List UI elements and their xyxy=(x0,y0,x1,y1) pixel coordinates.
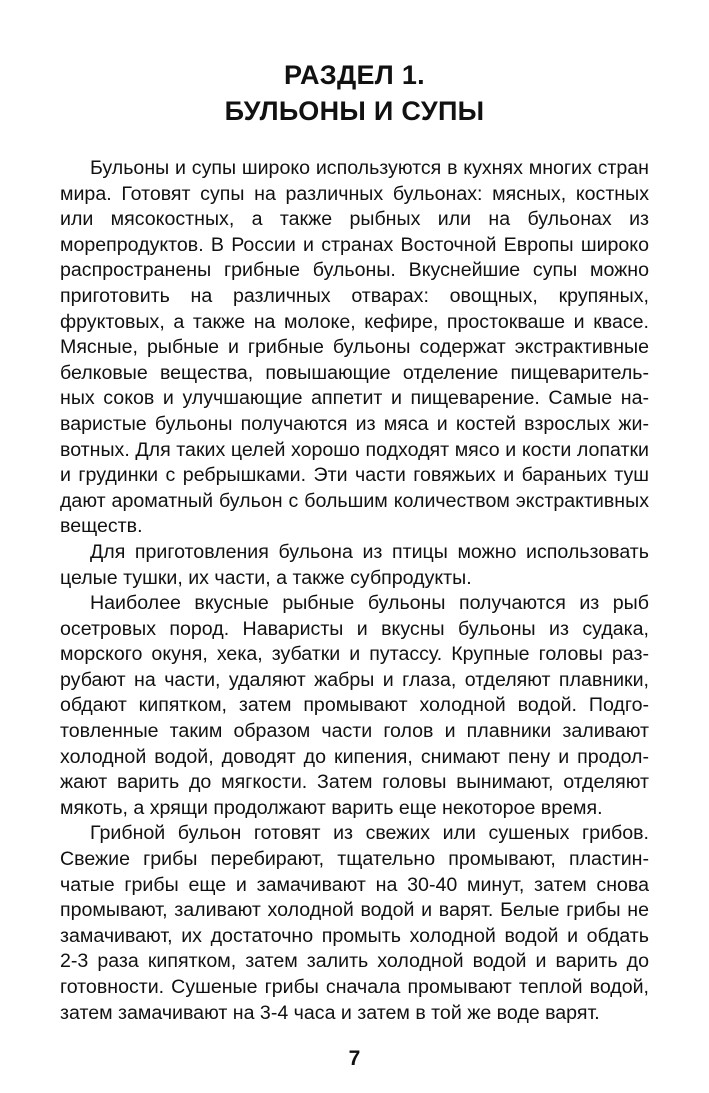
paragraph-3: Наиболее вкусные рыбные бульоны получаются из рыб осетровых пород. Наваристы и вкусны бульоны из судака, морского окуня, хека, зубатки и путассу. Крупные головы разрубают на части, удаляют жабры и глаза, отделяют плавники, обдают кипятком, затем промывают холодной водой. Подготовленные таким образом части голов и плавники заливают холодной водой, доводят до кипения, снимают пену и продолжают варить до мягкости. Затем головы вынимают, отделяют мякоть, а хрящи продолжают варить еще некоторое время. xyxy=(60,592,649,819)
section-title: БУЛЬОНЫ И СУПЫ xyxy=(224,96,485,126)
paragraph-4: Грибной бульон готовят из свежих или сушеных грибов. Свежие грибы перебирают, тщательно промывают, пластинчатые грибы еще и замачивают на 30-40 минут, затем снова промывают, заливают холодной водой и варят. Белые грибы не замачивают, их достаточно промыть холодной водой и обдать 2-3 раза кипятком, затем залить холодной водой и варить до готовности. Сушеные грибы сначала промывают теплой водой, затем замачивают на 3-4 часа и затем в той же воде варят. xyxy=(60,822,649,1024)
section-number: РАЗДЕЛ 1. xyxy=(284,60,425,90)
body-text xyxy=(60,156,649,1026)
paragraph-1: Бульоны и супы широко используются в кухнях многих стран мира. Готовят супы на различных бульонах: мясных, костных или мясокостных, а также рыбных или на бульонах из морепродуктов. В России и странах Восточной Европы широко распространены грибные бульоны. Вкуснейшие супы можно приготовить на различных отварах: овощных, крупяных, фруктовых, а также на молоке, кефире, простокваше и квасе. Мясные, рыбные и грибные бульоны содержат экстрактивные белковые вещества, повышающие отделение пищеварительных соков и улучшающие аппетит и пищеварение. Самые наваристые бульоны получаются из мяса и костей взрослых животных. Для таких целей хорошо подходят мясо и кости лопатки и грудинки с ребрышками. Эти части говяжьих и бараньих туш дают ароматный бульон с большим количеством экстрактивных веществ. xyxy=(60,157,649,538)
paragraph-2: Для приготовления бульона из птицы можно использовать целые тушки, их части, а также субпродукты. xyxy=(60,540,649,589)
page-number: 7 xyxy=(348,1047,361,1070)
section-heading xyxy=(60,57,649,129)
